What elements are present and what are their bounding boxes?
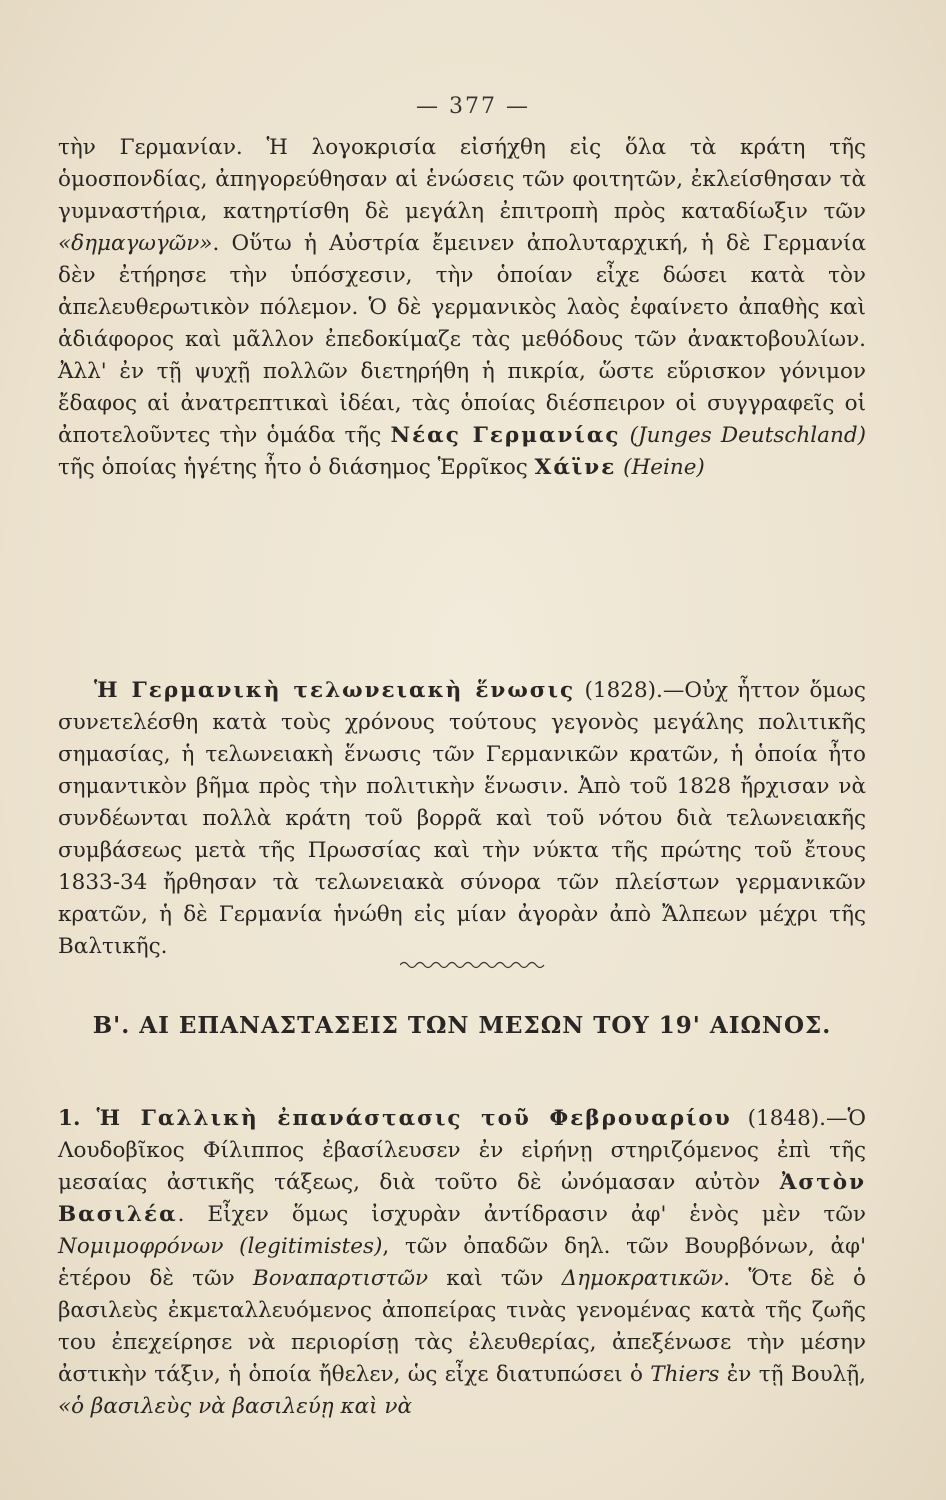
paragraph-text: ἐν τῇ Βουλῇ, bbox=[719, 1362, 866, 1387]
paragraph-text: . Ὅτε δὲ ὁ βασιλεὺς ἐκμεταλλευόμενος ἀποπείρας τινὰς γενομένας κατὰ τῆς ζωῆς του ἐπεχείρησε νὰ περιορίσῃ τὰς ἐλευθερίας, ἀπεξένωσε τὴν μέσην ἀστικὴν τάξιν, ἡ ὁποία ἤθελεν, ὡς εἶχε διατυπώσει ὁ bbox=[58, 1266, 866, 1387]
citizen-king-term: Ἀστὸν Βασιλέα bbox=[58, 1170, 866, 1227]
junges-deutschland-term: (Junges Deutschland) bbox=[629, 423, 866, 448]
king-quote: «ὁ βασιλεὺς νὰ βασιλεύῃ καὶ νὰ bbox=[58, 1394, 412, 1419]
paragraph-text: . Οὕτω ἡ Αὐστρία ἔμεινεν ἀπολυταρχική, ἡ δὲ Γερμανία δὲν ἐτήρησε τὴν ὑπόσχεσιν, τὴν ὁποίαν εἶχε δώσει κατὰ τὸν ἀπελευθερωτικὸν πόλεμον. Ὁ δὲ γερμανικὸς λαὸς ἐφαίνετο ἀπαθὴς καὶ ἀδιάφορος καὶ μᾶλλον ἐπεδοκίμαζε τὰς μεθόδους τῶν ἀνακτοβουλίων. Ἀλλ' ἐν τῇ ψυχῇ πολλῶν διετηρήθη ἡ πικρία, ὥστε εὕρισκον γόνιμον ἔδαφος αἱ ἀνατρεπτικαὶ ἰδέαι, τὰς ὁποίας διέσπειρον οἱ συγγραφεῖς οἱ ἀποτελοῦντες τὴν ὁμάδα τῆς bbox=[58, 231, 866, 448]
french-revolution-heading: Ἡ Γαλλικὴ ἐπανάστασις τοῦ Φεβρουαρίου bbox=[96, 1106, 732, 1131]
customs-union-heading: Ἡ Γερμανικὴ τελωνειακὴ ἕνωσις bbox=[94, 678, 576, 703]
democrats-term: Δημοκρατικῶν bbox=[561, 1266, 724, 1291]
wavy-divider bbox=[400, 960, 545, 970]
french-revolution-year: (1848). bbox=[747, 1106, 826, 1131]
paragraph-text: . Εἶχεν ὅμως ἰσχυρὰν ἀντίδρασιν ἀφ' ἑνὸς μὲν τῶν bbox=[177, 1202, 866, 1227]
new-germany-term: Νέας Γερμανίας bbox=[390, 423, 621, 448]
customs-union-year: (1828). bbox=[584, 678, 663, 703]
thiers-name: Thiers bbox=[650, 1362, 720, 1387]
paragraph-text: , τῶν ὀπαδῶν δηλ. τῶν Βουρβόνων, ἀφ' ἑτέρου δὲ τῶν bbox=[58, 1234, 866, 1291]
paragraph-text: τὴν Γερμανίαν. Ἡ λογοκρισία εἰσήχθη εἰς ὅλα τὰ κράτη τῆς ὁμοσπονδίας, ἀπηγορεύθησαν αἱ ἑνώσεις τῶν φοιτητῶν, ἐκλείσθησαν τὰ γυμναστήρια, κατηρτίσθη δὲ μεγάλη ἐπιτροπὴ πρὸς καταδίωξιν τῶν bbox=[58, 135, 866, 224]
paragraph-text: —Ὁ Λουδοβῖκος Φίλιππος ἐβασίλευσεν ἐν εἰρήνῃ στηριζόμενος ἐπὶ τῆς μεσαίας ἀστικῆς τάξεως, διὰ τοῦτο δὲ ὠνόμασαν αὐτὸν bbox=[58, 1106, 866, 1195]
heine-name: Χάϊνε bbox=[534, 455, 617, 480]
paragraph-text: —Οὐχ ἧττον ὅμως συνετελέσθη κατὰ τοὺς χρόνους τούτους γεγονὸς μεγάλης πολιτικῆς σημασίας, ἡ τελωνειακὴ ἕνωσις τῶν Γερμανικῶν κρατῶν, ἡ ὁποία ἦτο σημαντικὸν βῆμα πρὸς τὴν πολιτικὴν ἕνωσιν. Ἀπὸ τοῦ 1828 ἤρχισαν νὰ συνδέωνται πολλὰ κράτη τοῦ βορρᾶ καὶ τοῦ νότου διὰ τελωνειακῆς συμβάσεως μετὰ τῆς Πρωσσίας καὶ τὴν νύκτα τῆς πρώτης τοῦ ἔτους 1833-34 ἤρθησαν τὰ τελωνειακὰ σύνορα τῶν πλείστων γερμανικῶν κρατῶν, ἡ δὲ Γερμανία ἡνώθη εἰς μίαν ἀγορὰν ἀπὸ Ἄλπεων μέχρι τῆς Βαλτικῆς. bbox=[58, 678, 866, 959]
legitimists-term: Νομιμοφρόνων (legitimistes) bbox=[58, 1234, 383, 1259]
paragraph-censorship bbox=[58, 132, 866, 484]
paragraph-french-revolution bbox=[58, 1103, 866, 1423]
page-number: — 377 — bbox=[416, 94, 530, 119]
section-heading: Β'. ΑΙ ΕΠΑΝΑΣΤΑΣΕΙΣ ΤΩΝ ΜΕΣΩΝ ΤΟΥ 19' ΑΙΩΝΟΣ. bbox=[92, 1012, 832, 1039]
demagogues-term: «δημαγωγῶν» bbox=[58, 231, 213, 256]
subsection-number: 1. bbox=[58, 1106, 81, 1131]
bonapartists-term: Βοναπαρτιστῶν bbox=[252, 1266, 429, 1291]
paragraph-text: καὶ τῶν bbox=[428, 1266, 562, 1291]
paragraph-text: τῆς ὁποίας ἡγέτης ἦτο ὁ διάσημος Ἑρρῖκος bbox=[58, 455, 535, 480]
heine-latin-name: (Heine) bbox=[623, 455, 705, 480]
paragraph-customs-union bbox=[58, 675, 866, 963]
